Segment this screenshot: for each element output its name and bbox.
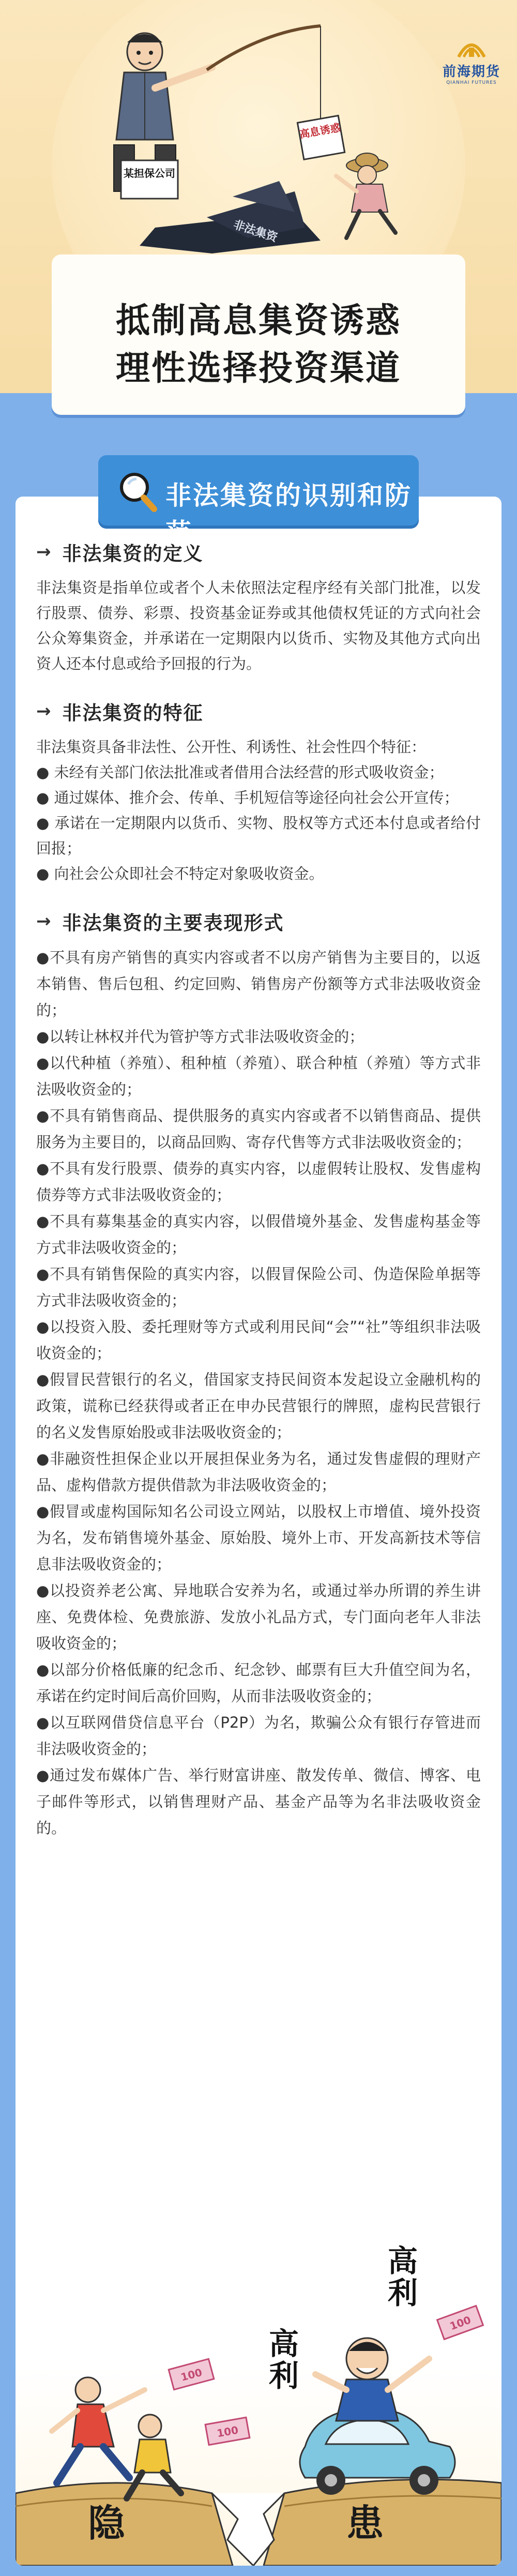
mode-item: ●不具有销售保险的真实内容，以假冒保险公司、伪造保险单据等方式非法吸收资金的； [36,1265,481,1309]
running-investor [52,2377,145,2483]
features-section [36,697,481,887]
hidden-danger-right: 患 [346,2501,384,2545]
company-sign [121,160,178,199]
money-bill [169,2359,214,2389]
money-bill [205,2417,250,2445]
mode-item: ●以投资入股、委托理财等方式或利用民间“会”“社”等组织非法吸收资金的； [36,1318,481,1362]
definition-section [36,538,481,677]
trap-label: 非法集资 [232,218,279,245]
feature-item: ● 向社会公众即社会不特定对象吸收资金。 [36,865,324,882]
high-interest-text: 高利 [388,2243,420,2311]
feature-item: ● 未经有关部门依法批准或者借用合法经营的形式吸收资金； [36,763,444,781]
arrow-right-icon: → [36,542,52,562]
definition-title: 非法集资的定义 [62,543,204,565]
feature-item: ● 通过媒体、推介会、传单、手机短信等途径向社会公开宣传； [36,789,459,806]
logo-english: QIANHAI FUTURES [446,80,497,85]
mode-item: ●以互联网借贷信息平台（P2P）为名，欺骗公众有银行存管进而非法吸收资金的； [36,1714,481,1758]
definition-heading [36,538,481,566]
mode-item: ●非融资性担保企业以开展担保业务为名，通过发售虚假的理财产品、虚构借款方提供借款为非法吸收资金的； [36,1450,481,1494]
modes-section [36,907,481,1841]
mode-item: ●假冒或虚构国际知名公司设立网站，以股权上市增值、境外投资为名，发布销售境外基金、原始股、境外上市、开发高新技术等信息非法吸收资金的； [36,1503,481,1573]
features-title: 非法集资的特征 [62,702,204,724]
mode-item: ●不具有发行股票、债券的真实内容，以虚假转让股权、发售虚构债券等方式非法吸收资金的； [36,1160,481,1204]
feature-item: ● 承诺在一定期限内以货币、实物、股权等方式还本付息或者给付回报； [36,814,481,857]
mode-item: ●以投资养老公寓、异地联合安养为名，或通过举办所谓的养生讲座、免费体检、免费旅游、发放小礼品方式，专门面向老年人非法吸收资金的； [36,1582,481,1652]
section-tab-label: 非法集资的识别和防范 [165,481,412,548]
lured-investor [336,153,396,238]
bait-sign-text: 高息诱惑 [298,121,342,141]
fishing-scene [78,10,408,253]
definition-text: 非法集资是指单位或者个人未依照法定程序经有关部门批准，以发行股票、债券、彩票、投资基金证券或其他债权凭证的方式向社会公众筹集资金，并承诺在一定期限内以货币、实物及其他方式向出资人还本付息或给予回报的行为。 [36,579,481,672]
mode-item: ●假冒民营银行的名义，借国家支持民间资本发起设立金融机构的政策，谎称已经获得或者正在申办民营银行的牌照，虚构民营银行的名义发售原始股或非法吸收资金的； [36,1371,481,1441]
section-tab [98,455,419,548]
mode-item: ●以转让林权并代为管护等方式非法吸收资金的； [36,1028,364,1045]
company-sign-text: 某担保公司 [124,167,175,179]
mode-item: ●不具有房产销售的真实内容或者不以房产销售为主要目的，以返本销售、售后包租、约定回购、销售房产份额等方式非法吸收资金的； [36,949,481,1019]
bill-label: 100 [216,2423,239,2440]
arrow-right-icon: → [36,911,52,932]
logo-mark-icon [457,36,486,59]
money-bill [437,2306,483,2340]
article-body [36,538,481,1862]
mode-item: ●不具有募集基金的真实内容，以假借境外基金、发售虚构基金等方式非法吸收资金的； [36,1212,481,1256]
hidden-danger-left: 隐 [88,2501,126,2545]
features-intro: 非法集资具备非法性、公开性、利诱性、社会性四个特征： [36,738,427,756]
magnifier-icon [117,470,158,513]
main-title-line-1: 抵制高息集资诱惑 [116,301,401,340]
brand-logo [440,36,503,85]
mode-item: ●不具有销售商品、提供服务的真实内容或者不以销售商品、提供服务为主要目的，以商品回购、寄存代售等方式非法吸收资金的； [36,1107,481,1151]
logo-name: 前海期货 [442,64,500,80]
bill-label: 100 [179,2365,204,2384]
arrow-right-icon: → [36,701,52,722]
footer-illustration [16,2204,501,2566]
title-card [52,254,465,415]
swindler [315,2338,429,2421]
mode-item: ●以部分价格低廉的纪念币、纪念钞、邮票有巨大升值空间为名，承诺在约定时间后高价回购，从而非法吸收资金的； [36,1661,481,1705]
features-heading [36,697,481,725]
fishing-rod [207,26,321,70]
main-title-line-2: 理性选择投资渠道 [116,348,401,388]
modes-title: 非法集资的主要表现形式 [62,912,284,934]
bill-label: 100 [448,2313,473,2333]
mode-item: ●通过发布媒体广告、举行财富讲座、散发传单、微信、博客、电子邮件等形式，以销售理财产品、基金产品等为名非法吸收资金的。 [36,1766,481,1837]
bait-sign [297,116,344,160]
mode-item: ●以代种植（养殖）、租种植（养殖）、联合种植（养殖）等方式非法吸收资金的； [36,1054,481,1098]
modes-heading [36,907,481,935]
high-interest-text: 高利 [269,2326,301,2393]
